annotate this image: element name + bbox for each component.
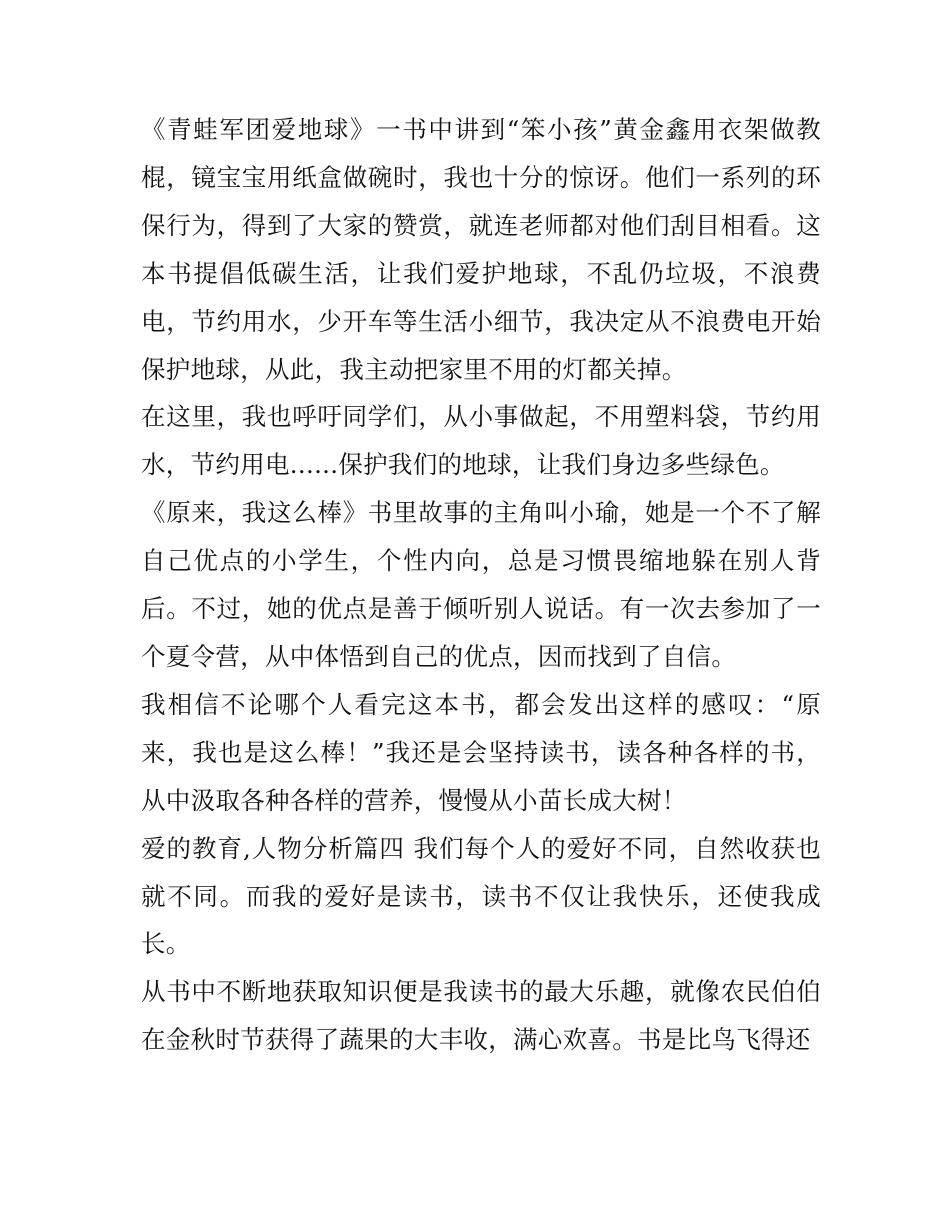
paragraph-reading-growth: 我相信不论哪个人看完这本书，都会发出这样的感叹：“原来，我也是这么棒！”我还是会坚持读书，读各种各样的书，从中汲取各种各样的营养，慢慢从小苗长成大树！	[141, 689, 821, 815]
paragraph-call-to-classmates: 在这里，我也呼吁同学们，从小事做起，不用塑料袋，节约用水，节约用电......保护我们的地球，让我们身边多些绿色。	[141, 402, 821, 480]
document-body	[141, 106, 821, 1064]
paragraph-xiaoyu-story: 《原来，我这么棒》书里故事的主角叫小瑜，她是一个不了解自己优点的小学生，个性内向，总是习惯畏缩地躲在别人背后。不过，她的优点是善于倾听别人说话。有一次去参加了一个夏令营，从中体悟到自己的优点，因而找到了自信。	[141, 498, 821, 671]
paragraph-frog-army: 《青蛙军团爱地球》一书中讲到“笨小孩”黄金鑫用衣架做教棍，镜宝宝用纸盒做碗时，我也十分的惊讶。他们一系列的环保行为，得到了大家的赞赏，就连老师都对他们刮目相看。这本书提倡低碳生活，让我们爱护地球，不乱仍垃圾，不浪费电，节约用水，少开车等生活小细节，我决定从不浪费电开始保护地球，从此，我主动把家里不用的灯都关掉。	[141, 115, 821, 384]
paragraph-reading-joy: 从书中不断地获取知识便是我读书的最大乐趣，就像农民伯伯在金秋时节获得了蔬果的大丰收，满心欢喜。书是比鸟飞得还	[141, 977, 821, 1055]
paragraph-section-four: 爱的教育,人物分析篇四 我们每个人的爱好不同，自然收获也就不同。而我的爱好是读书，读书不仅让我快乐，还使我成长。	[141, 833, 821, 959]
